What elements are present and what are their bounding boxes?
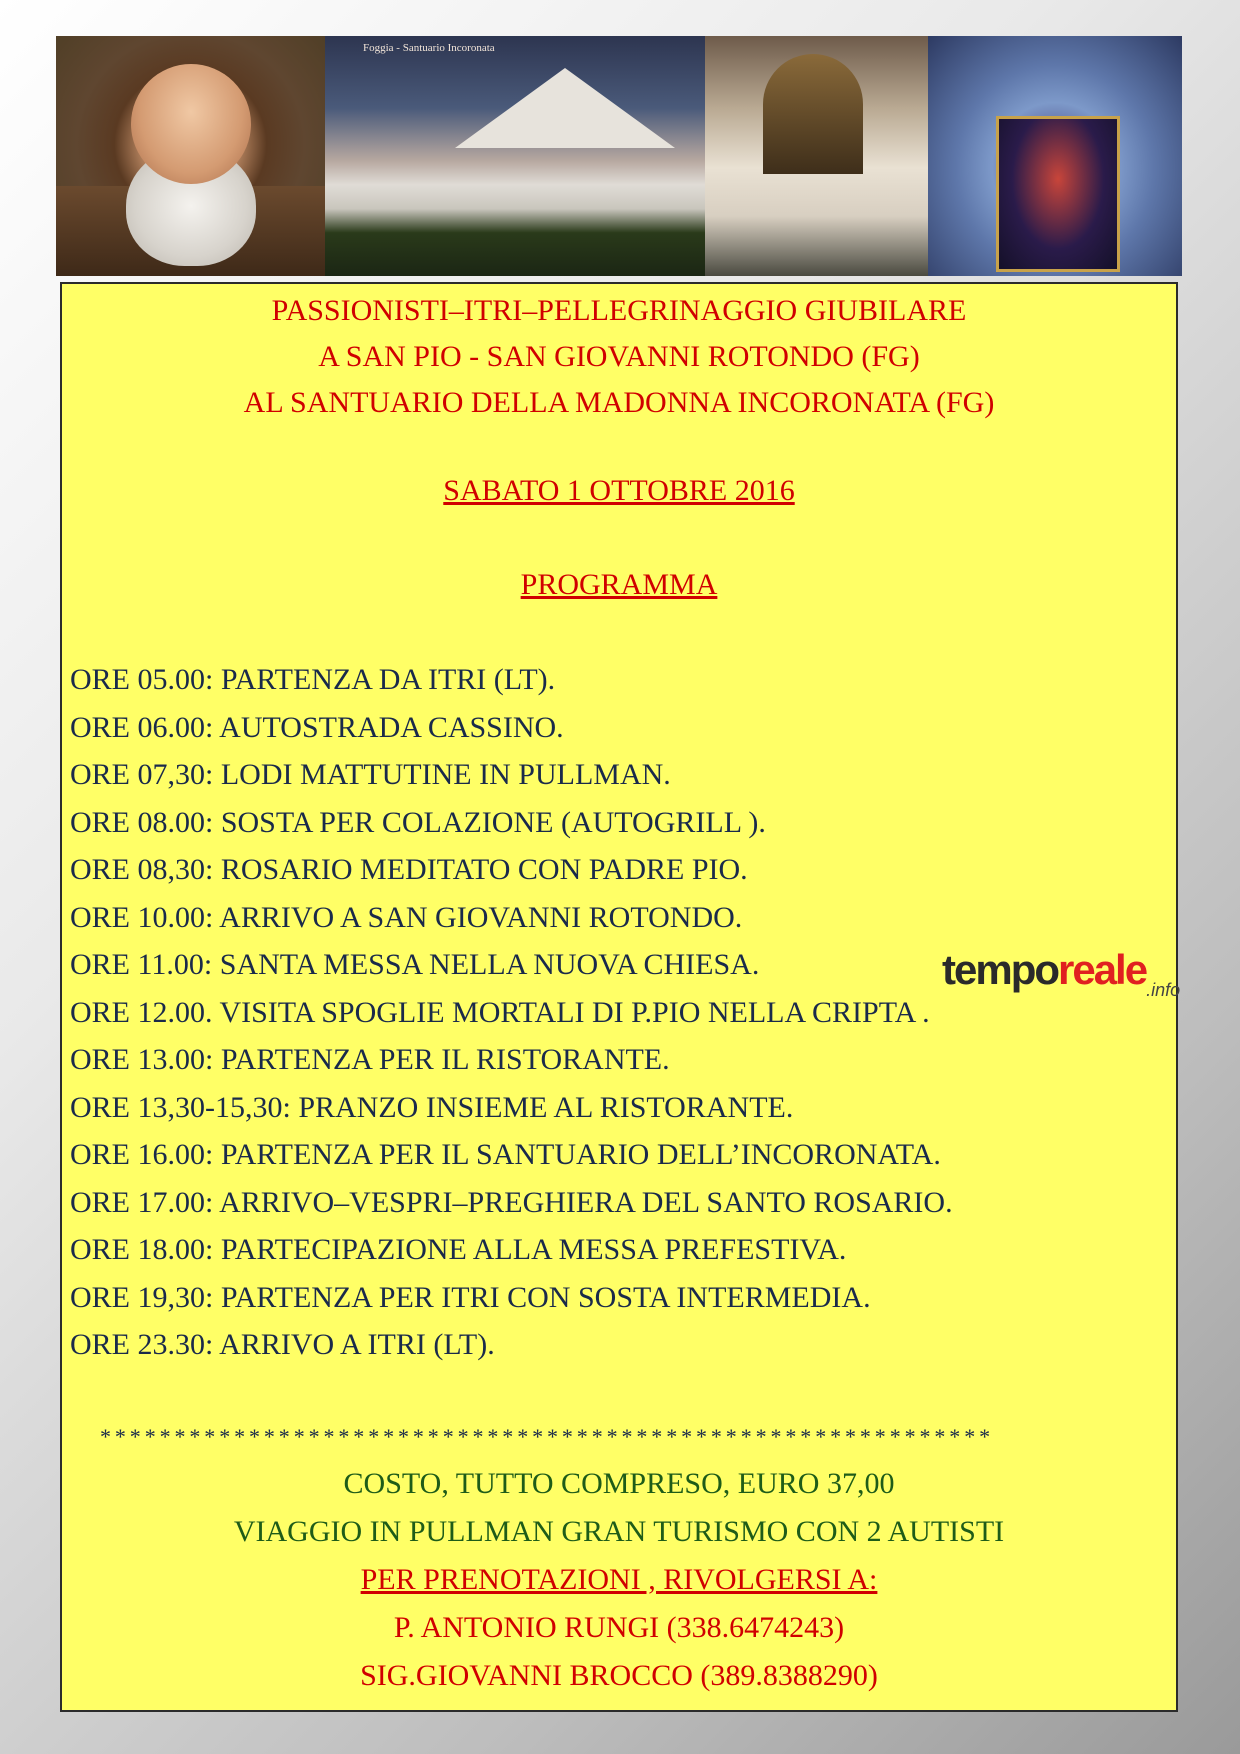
schedule-item: ORE 10.00: ARRIVO A SAN GIOVANNI ROTONDO. (70, 900, 743, 934)
schedule-item: ORE 19,30: PARTENZA PER ITRI CON SOSTA INTERMEDIA. (70, 1280, 871, 1314)
watermark-suffix: .info (1146, 980, 1181, 1000)
star-separator: ************************************************************ (100, 1424, 994, 1449)
title-line-2: A SAN PIO - SAN GIOVANNI ROTONDO (FG) (318, 340, 920, 373)
title-line-3: AL SANTUARIO DELLA MADONNA INCORONATA (FG) (243, 386, 995, 419)
schedule-list (70, 656, 953, 1369)
schedule-item: ORE 11.00: SANTA MESSA NELLA NUOVA CHIESA. (70, 948, 760, 981)
temporeale-watermark-logo (942, 946, 1181, 1000)
flyer-panel (60, 282, 1181, 1712)
sanctuary-photo (325, 36, 705, 276)
schedule-item: ORE 06.00: AUTOSTRADA CASSINO. (70, 710, 564, 744)
booking-heading: PER PRENOTAZIONI , RIVOLGERSI A: (360, 1563, 878, 1596)
schedule-item: ORE 18.00: PARTECIPAZIONE ALLA MESSA PREFESTIVA. (70, 1233, 847, 1266)
contact-1: P. ANTONIO RUNGI (338.6474243) (393, 1611, 845, 1644)
info-block (62, 1460, 1176, 1700)
schedule-item: ORE 08,30: ROSARIO MEDITATO CON PADRE PIO. (70, 853, 748, 886)
schedule-item: ORE 12.00. VISITA SPOGLIE MORTALI DI P.PIO NELLA CRIPTA . (70, 995, 930, 1029)
event-date: SABATO 1 OTTOBRE 2016 (443, 474, 795, 507)
title-block (62, 288, 1176, 426)
padre-pio-photo (56, 36, 325, 276)
schedule-item: ORE 23.30: ARRIVO A ITRI (LT). (70, 1328, 495, 1361)
schedule-item: ORE 07,30: LODI MATTUTINE IN PULLMAN. (70, 758, 671, 791)
schedule-item: ORE 16.00: PARTENZA PER IL SANTUARIO DELL’INCORONATA. (70, 1138, 941, 1171)
altar-photo (705, 36, 928, 276)
madonna-icon-photo (928, 36, 1182, 276)
program-heading: PROGRAMMA (520, 568, 718, 601)
contact-2: SIG.GIOVANNI BROCCO (389.8388290) (360, 1659, 878, 1692)
sanctuary-photo-caption: Foggia - Santuario Incoronata (363, 42, 495, 54)
schedule-item: ORE 08.00: SOSTA PER COLAZIONE (AUTOGRILL ). (70, 805, 766, 839)
cost-text: COSTO, TUTTO COMPRESO, EURO 37,00 (343, 1467, 895, 1500)
photo-banner (56, 36, 1182, 276)
schedule-item: ORE 13.00: PARTENZA PER IL RISTORANTE. (70, 1043, 670, 1076)
title-line-1: PASSIONISTI–ITRI–PELLEGRINAGGIO GIUBILARE (271, 294, 967, 327)
schedule-item: ORE 05.00: PARTENZA DA ITRI (LT). (70, 663, 556, 696)
watermark-part-b: reale (1058, 946, 1147, 993)
watermark-part-a: tempo (942, 946, 1058, 993)
bus-text: VIAGGIO IN PULLMAN GRAN TURISMO CON 2 AUTISTI (233, 1515, 1005, 1548)
schedule-item: ORE 13,30-15,30: PRANZO INSIEME AL RISTORANTE. (70, 1090, 794, 1124)
schedule-item: ORE 17.00: ARRIVO–VESPRI–PREGHIERA DEL SANTO ROSARIO. (70, 1185, 953, 1219)
